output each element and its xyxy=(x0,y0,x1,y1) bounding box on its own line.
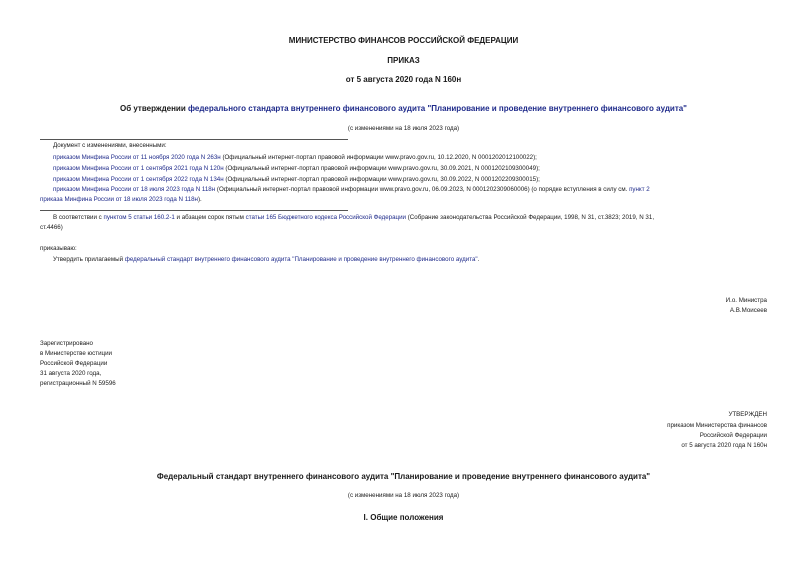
change-item xyxy=(53,175,540,185)
order-text xyxy=(53,255,479,265)
doc-date: от 5 августа 2020 года N 160н xyxy=(345,75,462,84)
change-item xyxy=(53,153,537,163)
signature-name: А.В.Моисеев xyxy=(729,307,767,314)
basis-text: В соответствии с xyxy=(53,214,104,221)
registration-line: Российской Федерации xyxy=(40,360,108,367)
order-label: приказываю: xyxy=(40,245,77,252)
change-text: (Официальный интернет-портал правовой информации www.pravo.gov.ru, 30.09.2022, N 0001202209300015); xyxy=(223,176,540,183)
changes-heading: Документ с изменениями, внесенными: xyxy=(53,142,167,149)
change-text: (Официальный интернет-портал правовой информации www.pravo.gov.ru, 06.09.2023, N 0001202309060006) (о порядке вступления в силу см. xyxy=(215,186,630,193)
standard-title: Федеральный стандарт внутреннего финансового аудита "Планирование и проведение внутреннего финансового аудита" xyxy=(156,472,651,481)
change-link[interactable]: приказом Минфина России от 18 июля 2023 года N 118н xyxy=(53,186,216,193)
change-text: ). xyxy=(197,196,202,203)
registration-line: Зарегистрировано xyxy=(40,340,93,347)
change-link-point[interactable]: пункт 2 xyxy=(629,186,650,193)
basis-paragraph xyxy=(53,213,654,223)
registration-line: регистрационный N 59596 xyxy=(40,380,116,387)
amendments-note: (с изменениями на 18 июля 2023 года) xyxy=(347,125,460,132)
registration-line: 31 августа 2020 года, xyxy=(40,370,102,377)
doc-title xyxy=(0,104,807,114)
approved-line: Российской Федерации xyxy=(699,432,767,439)
change-link[interactable]: приказом Минфина России от 1 сентября 2021 года N 120н xyxy=(53,165,224,172)
change-text: (Официальный интернет-портал правовой информации www.pravo.gov.ru, 30.09.2021, N 0001202109300049); xyxy=(223,165,540,172)
order-text-suffix: . xyxy=(477,256,480,263)
change-link[interactable]: приказа Минфина России от 18 июля 2023 года N 118н xyxy=(40,196,198,203)
basis-link-code[interactable]: статьи 165 Бюджетного кодекса Российской Федерации xyxy=(245,214,407,221)
standard-note: (с изменениями на 18 июля 2023 года) xyxy=(347,492,460,499)
basis-paragraph-cont: ст.4466) xyxy=(40,224,63,231)
divider xyxy=(40,139,348,140)
change-text: (Официальный интернет-портал правовой информации www.pravo.gov.ru, 10.12.2020, N 0001202012100022); xyxy=(220,154,537,161)
registration-line: в Министерстве юстиции xyxy=(40,350,113,357)
change-item xyxy=(40,195,202,205)
basis-text: и абзацем сорок пятым xyxy=(174,214,246,221)
order-standard-link[interactable]: федеральный стандарт внутреннего финансового аудита "Планирование и проведение внутреннего финансового аудита" xyxy=(124,256,478,263)
doc-title-link[interactable]: федерального стандарта внутреннего финансового аудита "Планирование и проведение внутреннего финансового аудита" xyxy=(187,104,687,113)
change-link[interactable]: приказом Минфина России от 11 ноября 2020 года N 263н xyxy=(53,154,221,161)
approved-line: от 5 августа 2020 года N 160н xyxy=(681,442,767,449)
change-item xyxy=(53,164,540,174)
approved-title: УТВЕРЖДЕН xyxy=(728,411,767,418)
basis-link-article[interactable]: пунктом 5 статьи 160.2-1 xyxy=(103,214,175,221)
doc-type: ПРИКАЗ xyxy=(387,56,420,65)
order-text-prefix: Утвердить прилагаемый xyxy=(53,256,125,263)
section-heading: I. Общие положения xyxy=(363,513,444,522)
doc-title-prefix: Об утверждении xyxy=(120,104,188,113)
divider xyxy=(40,210,348,211)
approved-line: приказом Министерства финансов xyxy=(667,422,767,429)
basis-text: (Собрание законодательства Российской Федерации, 1998, N 31, ст.3823; 2019, N 31, xyxy=(406,214,655,221)
signature-position: И.о. Министра xyxy=(725,297,767,304)
change-link[interactable]: приказом Минфина России от 1 сентября 2022 года N 134н xyxy=(53,176,224,183)
change-item xyxy=(53,185,650,195)
ministry-title: МИНИСТЕРСТВО ФИНАНСОВ РОССИЙСКОЙ ФЕДЕРАЦИИ xyxy=(288,36,519,45)
